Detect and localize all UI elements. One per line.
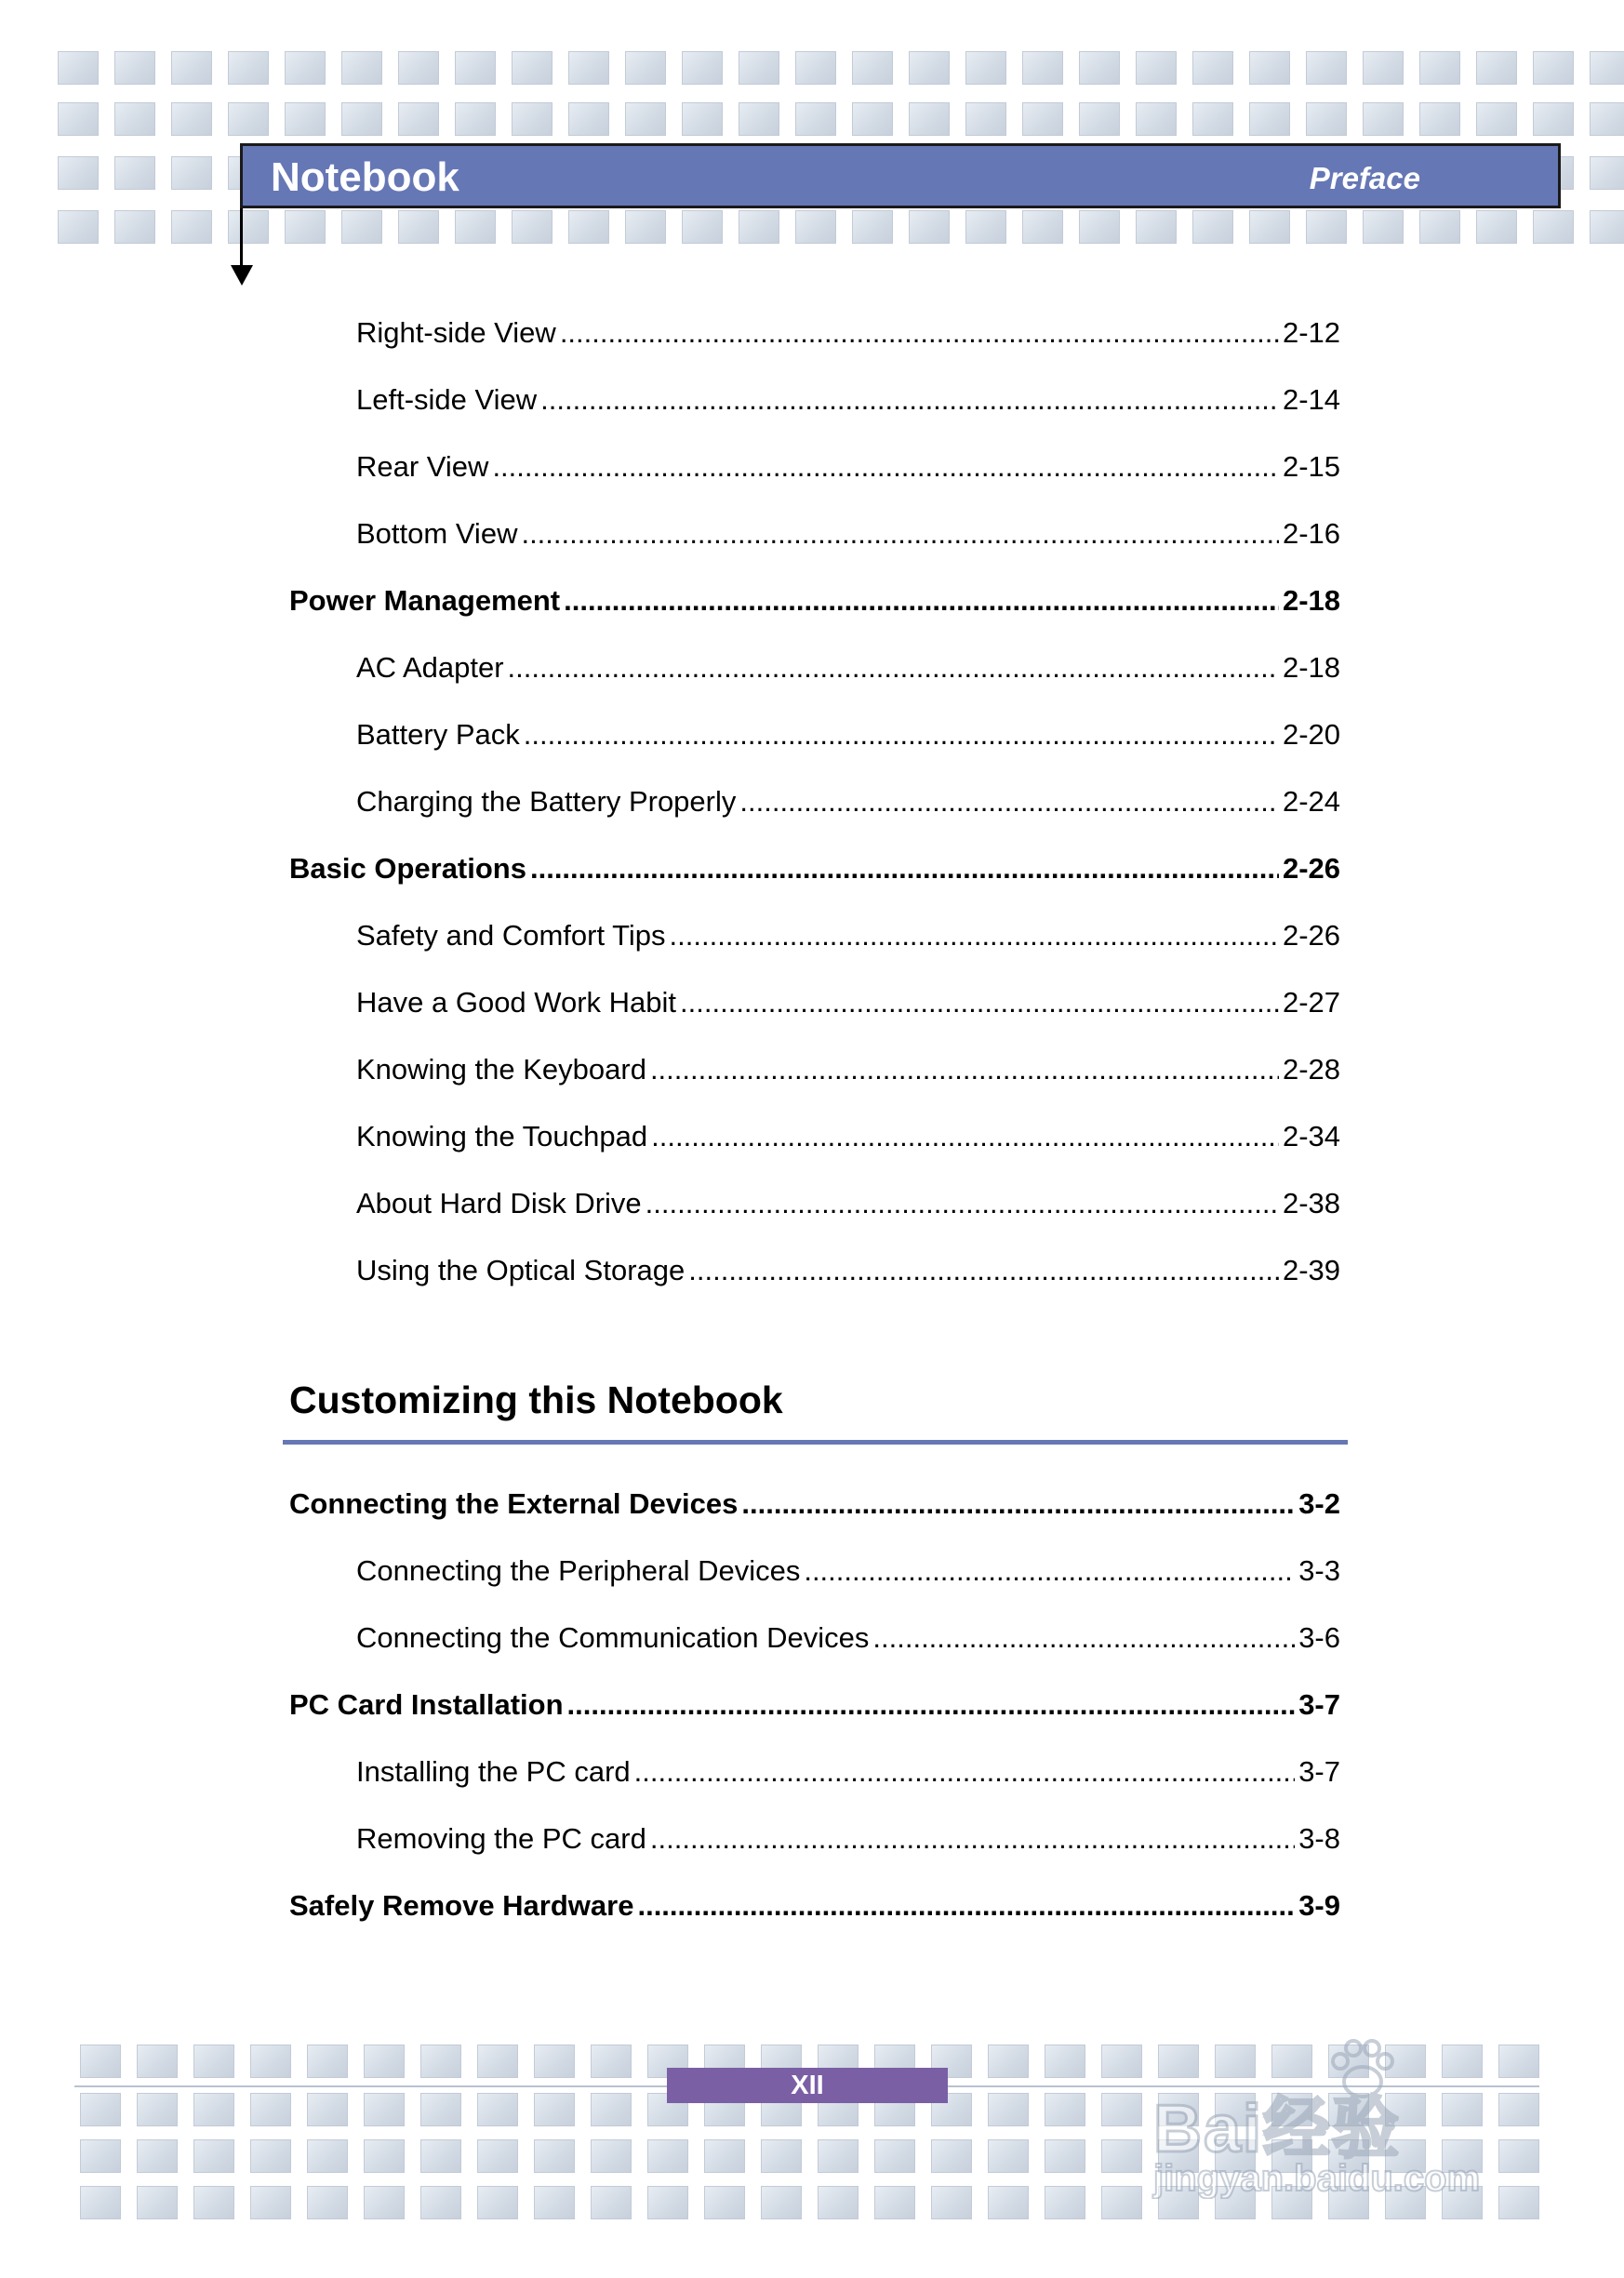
toc-entry-label: Power Management — [289, 584, 561, 617]
toc-subsection-entry[interactable] — [356, 1552, 1340, 1590]
toc-entry-label: Connecting the External Devices — [289, 1487, 739, 1520]
dot-leader — [651, 1118, 1279, 1155]
toc-subsection-entry[interactable] — [356, 649, 1340, 686]
tile — [80, 2093, 121, 2126]
toc-entry-label: PC Card Installation — [289, 1688, 564, 1721]
toc-entry-page: 2-15 — [1282, 450, 1340, 483]
toc-entry-label: Battery Pack — [356, 718, 520, 751]
toc-subsection-entry[interactable] — [356, 314, 1340, 352]
tile — [1249, 51, 1290, 85]
tile — [420, 2093, 461, 2126]
tile — [704, 2186, 745, 2219]
tile — [1533, 51, 1574, 85]
tile — [193, 2139, 234, 2173]
tile — [341, 102, 382, 136]
toc-section-entry[interactable] — [289, 1485, 1340, 1523]
tile — [1101, 2186, 1142, 2219]
tile — [818, 2186, 859, 2219]
toc-subsection-entry[interactable] — [356, 716, 1340, 753]
tile — [1045, 2186, 1085, 2219]
toc-entry-label: Removing the PC card — [356, 1822, 646, 1855]
tile — [420, 2139, 461, 2173]
chapter-divider — [283, 1440, 1348, 1445]
tile — [114, 51, 155, 85]
tile — [739, 102, 779, 136]
dot-leader — [560, 314, 1279, 352]
dot-leader — [530, 850, 1279, 887]
toc-entry-label: Knowing the Touchpad — [356, 1120, 648, 1152]
tile — [625, 102, 666, 136]
tile — [852, 102, 893, 136]
tile — [568, 210, 609, 244]
toc-entry-label: Basic Operations — [289, 852, 526, 885]
tile — [364, 2139, 405, 2173]
tile — [874, 2139, 915, 2173]
tile — [852, 210, 893, 244]
tile — [512, 210, 552, 244]
tile — [477, 2045, 518, 2078]
tile — [285, 210, 326, 244]
dot-leader — [567, 1686, 1296, 1724]
tile — [1419, 102, 1460, 136]
toc-entry-page: 3-7 — [1298, 1688, 1340, 1721]
tile — [58, 210, 99, 244]
toc-section-entry[interactable] — [289, 850, 1340, 887]
dot-leader — [650, 1820, 1295, 1858]
tile — [171, 102, 212, 136]
tile — [1306, 51, 1347, 85]
tile — [228, 210, 269, 244]
tile — [568, 102, 609, 136]
toc-subsection-entry[interactable] — [356, 1753, 1340, 1791]
tile — [647, 2139, 688, 2173]
tile — [1476, 102, 1517, 136]
toc-subsection-entry[interactable] — [356, 1185, 1340, 1222]
tile — [477, 2093, 518, 2126]
tile — [795, 102, 836, 136]
dot-leader — [492, 448, 1279, 486]
tile — [591, 2186, 632, 2219]
banner-arrow-line — [240, 208, 243, 266]
toc-entry-label: Bottom View — [356, 517, 518, 550]
tile — [250, 2093, 291, 2126]
dot-leader — [540, 381, 1279, 419]
toc-subsection-entry[interactable] — [356, 984, 1340, 1021]
tile — [455, 51, 496, 85]
tile — [1363, 51, 1404, 85]
tile — [988, 2186, 1029, 2219]
tile — [931, 2139, 972, 2173]
toc-entry-page: 3-6 — [1298, 1621, 1340, 1654]
dot-leader — [741, 1485, 1295, 1523]
toc-entry-page: 2-34 — [1282, 1120, 1340, 1152]
tile — [364, 2093, 405, 2126]
toc-entry-page: 2-28 — [1282, 1053, 1340, 1086]
dot-leader — [670, 917, 1279, 954]
tile — [1101, 2093, 1142, 2126]
toc-entry-page: 2-12 — [1282, 316, 1340, 349]
tile — [477, 2139, 518, 2173]
tile — [965, 210, 1006, 244]
tile — [171, 51, 212, 85]
toc-entry-page: 2-24 — [1282, 785, 1340, 818]
tile — [534, 2093, 575, 2126]
toc-entry-label: Charging the Battery Properly — [356, 785, 737, 818]
watermark-brand: Bai经验 — [1153, 2092, 1402, 2166]
arrow-down-icon — [231, 265, 253, 286]
dot-leader — [646, 1185, 1279, 1222]
tile — [682, 210, 723, 244]
toc-entry-label: Left-side View — [356, 383, 538, 416]
tile — [307, 2045, 348, 2078]
toc-entry-label: AC Adapter — [356, 651, 504, 684]
toc-entry-label: Connecting the Peripheral Devices — [356, 1554, 801, 1587]
tile — [1022, 102, 1063, 136]
tile — [398, 102, 439, 136]
toc-entry-label: Have a Good Work Habit — [356, 986, 677, 1019]
tile — [591, 2093, 632, 2126]
tile — [1476, 51, 1517, 85]
tile — [193, 2045, 234, 2078]
toc-entry-page: 2-26 — [1282, 852, 1340, 885]
tile — [420, 2186, 461, 2219]
tile — [398, 210, 439, 244]
watermark-url: jingyan.baidu.com — [1153, 2158, 1481, 2199]
section-label: Preface — [1309, 161, 1420, 195]
tile — [398, 51, 439, 85]
tile — [1192, 51, 1233, 85]
tile — [795, 51, 836, 85]
tile — [477, 2186, 518, 2219]
tile — [1533, 102, 1574, 136]
toc-subsection-entry[interactable] — [356, 1118, 1340, 1155]
toc-entry-label: Right-side View — [356, 316, 556, 349]
tile — [625, 51, 666, 85]
tile — [1419, 51, 1460, 85]
tile — [739, 210, 779, 244]
toc-subsection-entry[interactable] — [356, 448, 1340, 486]
tile — [909, 51, 950, 85]
tile — [761, 2186, 802, 2219]
tile — [341, 210, 382, 244]
dot-leader — [508, 649, 1279, 686]
tile — [80, 2139, 121, 2173]
tile — [988, 2139, 1029, 2173]
toc-entry-page: 2-16 — [1282, 517, 1340, 550]
dot-leader — [680, 984, 1279, 1021]
tile — [58, 102, 99, 136]
tile — [364, 2186, 405, 2219]
toc-entry-page: 2-18 — [1282, 651, 1340, 684]
tile — [852, 51, 893, 85]
toc-entry-page: 2-38 — [1282, 1187, 1340, 1219]
tile — [80, 2045, 121, 2078]
tile — [965, 102, 1006, 136]
tile — [307, 2093, 348, 2126]
tile — [931, 2186, 972, 2219]
tile — [228, 102, 269, 136]
toc-subsection-entry[interactable] — [356, 1252, 1340, 1289]
tile — [818, 2139, 859, 2173]
tile — [761, 2139, 802, 2173]
header-tile-pattern — [0, 0, 1624, 260]
tile — [1192, 210, 1233, 244]
tile — [1136, 210, 1177, 244]
dot-leader — [688, 1252, 1279, 1289]
tile — [307, 2186, 348, 2219]
toc-section-entry[interactable] — [289, 1686, 1340, 1724]
tile — [1476, 210, 1517, 244]
tile — [137, 2139, 178, 2173]
toc-entry-label: Safely Remove Hardware — [289, 1889, 634, 1922]
tile — [988, 2093, 1029, 2126]
page-number: XII — [667, 2068, 948, 2103]
toc-entry-page: 2-26 — [1282, 919, 1340, 952]
tile — [250, 2045, 291, 2078]
tile — [250, 2186, 291, 2219]
toc-entry-label: About Hard Disk Drive — [356, 1187, 642, 1219]
toc-entry-page: 2-27 — [1282, 986, 1340, 1019]
tile — [114, 210, 155, 244]
tile — [1590, 210, 1624, 244]
tile — [228, 51, 269, 85]
tile — [534, 2045, 575, 2078]
tile — [591, 2139, 632, 2173]
tile — [1363, 102, 1404, 136]
tile — [80, 2186, 121, 2219]
tile — [250, 2139, 291, 2173]
tile — [739, 51, 779, 85]
tile — [534, 2139, 575, 2173]
tile — [625, 210, 666, 244]
tile — [647, 2186, 688, 2219]
tile — [1306, 102, 1347, 136]
tile — [137, 2045, 178, 2078]
toc-section-entry[interactable] — [289, 582, 1340, 619]
tile — [1079, 51, 1120, 85]
tile — [795, 210, 836, 244]
tile — [988, 2045, 1029, 2078]
header-banner — [240, 143, 1561, 208]
tile — [114, 102, 155, 136]
tile — [1045, 2045, 1085, 2078]
dot-leader — [872, 1619, 1295, 1657]
tile — [137, 2186, 178, 2219]
tile — [1045, 2093, 1085, 2126]
toc-subsection-entry[interactable] — [356, 381, 1340, 419]
tile — [1249, 210, 1290, 244]
tile — [1590, 51, 1624, 85]
dot-leader — [521, 515, 1279, 553]
toc-subsection-entry[interactable] — [356, 783, 1340, 820]
toc-entry-label: Knowing the Keyboard — [356, 1053, 646, 1086]
tile — [114, 156, 155, 190]
dot-leader — [564, 582, 1279, 619]
tile — [1363, 210, 1404, 244]
tile — [193, 2093, 234, 2126]
tile — [364, 2045, 405, 2078]
tile — [341, 51, 382, 85]
toc-subsection-entry[interactable] — [356, 1820, 1340, 1858]
tile — [455, 210, 496, 244]
tile — [1136, 102, 1177, 136]
toc-entry-page: 3-2 — [1298, 1487, 1340, 1520]
chapter-heading: Customizing this Notebook — [289, 1379, 783, 1421]
tile — [285, 102, 326, 136]
dot-leader — [650, 1051, 1279, 1088]
tile — [682, 51, 723, 85]
tile — [171, 156, 212, 190]
tile — [1192, 102, 1233, 136]
dot-leader — [804, 1552, 1295, 1590]
tile — [909, 210, 950, 244]
tile — [591, 2045, 632, 2078]
dot-leader — [634, 1753, 1296, 1791]
tile — [965, 51, 1006, 85]
tile — [1306, 210, 1347, 244]
tile — [682, 102, 723, 136]
watermark — [1153, 2037, 1563, 2214]
toc-entry-label: Connecting the Communication Devices — [356, 1621, 870, 1654]
toc-entry-page: 2-14 — [1282, 383, 1340, 416]
toc-subsection-entry[interactable] — [356, 917, 1340, 954]
tile — [1079, 210, 1120, 244]
manual-title: Notebook — [271, 154, 459, 200]
tile — [137, 2093, 178, 2126]
toc-entry-page: 3-3 — [1298, 1554, 1340, 1587]
toc-entry-page: 3-7 — [1298, 1755, 1340, 1788]
tile — [285, 51, 326, 85]
tile — [568, 51, 609, 85]
tile — [58, 51, 99, 85]
dot-leader — [739, 783, 1279, 820]
tile — [1022, 51, 1063, 85]
dot-leader — [524, 716, 1279, 753]
tile — [1590, 102, 1624, 136]
toc-entry-label: Safety and Comfort Tips — [356, 919, 666, 952]
tile — [1533, 210, 1574, 244]
tile — [1079, 102, 1120, 136]
tile — [1045, 2139, 1085, 2173]
toc-entry-label: Using the Optical Storage — [356, 1254, 686, 1286]
tile — [704, 2139, 745, 2173]
dot-leader — [637, 1887, 1295, 1925]
toc-entry-label: Rear View — [356, 450, 489, 483]
toc-entry-page: 2-20 — [1282, 718, 1340, 751]
toc-entry-page: 3-8 — [1298, 1822, 1340, 1855]
tile — [512, 102, 552, 136]
toc-subsection-entry[interactable] — [356, 1051, 1340, 1088]
tile — [1022, 210, 1063, 244]
tile — [171, 210, 212, 244]
tile — [58, 156, 99, 190]
toc-entry-label: Installing the PC card — [356, 1755, 631, 1788]
tile — [455, 102, 496, 136]
tile — [420, 2045, 461, 2078]
tile — [1101, 2045, 1142, 2078]
toc-entry-page: 3-9 — [1298, 1889, 1340, 1922]
toc-subsection-entry[interactable] — [356, 515, 1340, 553]
tile — [909, 102, 950, 136]
tile — [193, 2186, 234, 2219]
tile — [874, 2186, 915, 2219]
toc-entry-page: 2-39 — [1282, 1254, 1340, 1286]
tile — [512, 51, 552, 85]
tile — [1590, 156, 1624, 190]
tile — [1101, 2139, 1142, 2173]
toc-section-entry[interactable] — [289, 1887, 1340, 1925]
tile — [534, 2186, 575, 2219]
tile — [1419, 210, 1460, 244]
toc-subsection-entry[interactable] — [356, 1619, 1340, 1657]
tile — [307, 2139, 348, 2173]
toc-entry-page: 2-18 — [1282, 584, 1340, 617]
tile — [1136, 51, 1177, 85]
tile — [1249, 102, 1290, 136]
